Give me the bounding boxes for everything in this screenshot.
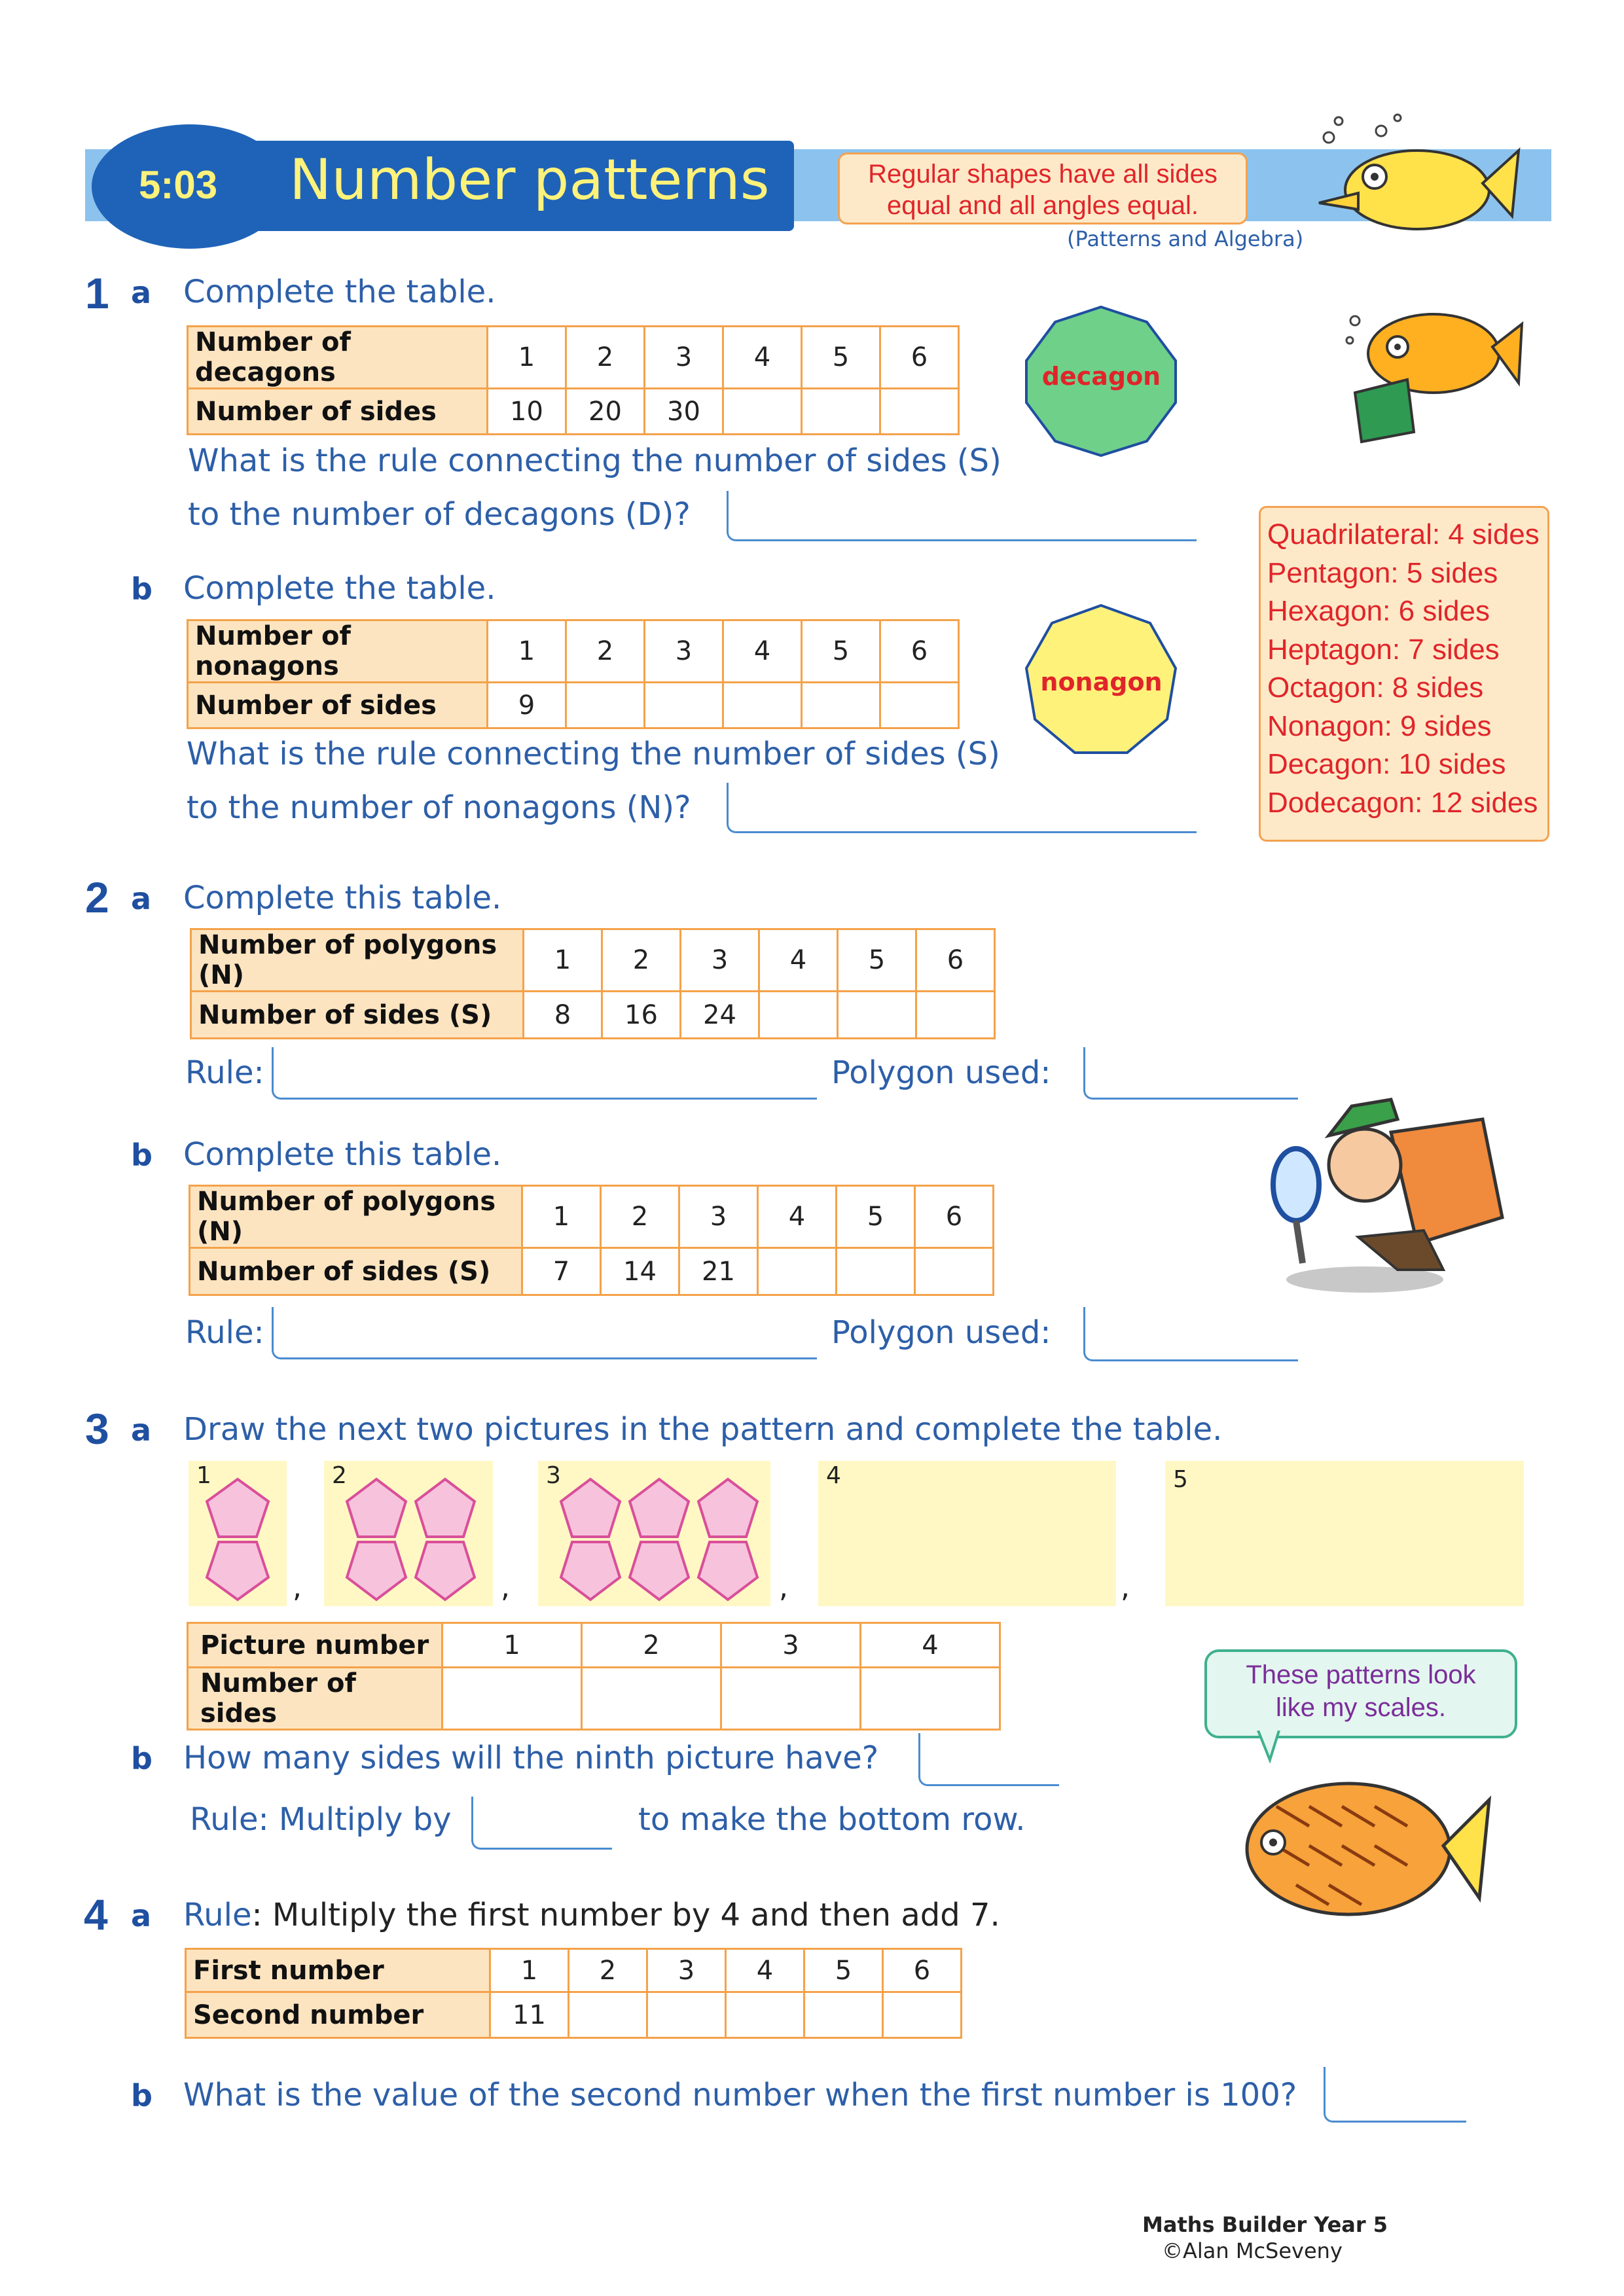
speech-bubble <box>1204 1649 1517 1738</box>
list-item: Pentagon: 5 sides <box>1267 556 1498 589</box>
polygon-label-2a: Polygon used: <box>831 1054 1051 1091</box>
table-cell: 14 <box>601 1248 679 1295</box>
speech-tail <box>1257 1731 1283 1763</box>
answer-box-4b[interactable] <box>1324 2067 1466 2123</box>
number-table-4a <box>185 1948 962 2039</box>
separator: , <box>1121 1571 1130 1604</box>
question-2b-instruction: Complete this table. <box>183 1136 502 1173</box>
nonagon-table <box>187 619 960 729</box>
table-cell: 1 <box>488 327 566 389</box>
rule-label-2b: Rule: <box>185 1314 264 1351</box>
polygon-sides-list <box>1259 506 1549 842</box>
table-input-cell[interactable] <box>802 683 880 728</box>
table-cell[interactable]: 30 <box>645 389 723 435</box>
table-cell: 24 <box>681 992 759 1039</box>
question-3a-instruction: Draw the next two pictures in the pattern and complete the table. <box>183 1411 1223 1448</box>
question-2a-letter: a <box>131 881 152 916</box>
table-row-label: Number of sides (S) <box>190 1248 522 1295</box>
table-cell: 3 <box>645 327 723 389</box>
table-cell: 2 <box>582 1623 721 1668</box>
table-cell: 5 <box>838 929 916 992</box>
table-input-cell[interactable] <box>916 992 995 1039</box>
rule-answer-2a[interactable] <box>272 1047 817 1100</box>
question-4a-letter: a <box>131 1898 152 1933</box>
list-item: Hexagon: 6 sides <box>1267 595 1490 627</box>
table-cell: 3 <box>645 620 723 683</box>
table-input-cell[interactable] <box>861 1668 1000 1730</box>
separator: , <box>501 1571 510 1604</box>
question-1a-instruction: Complete the table. <box>183 274 496 310</box>
table-row-label: Number of sides (S) <box>191 992 524 1039</box>
pentagon-pair-icon <box>202 1474 274 1605</box>
table-row-label: Number of polygons (N) <box>191 929 524 992</box>
table-input-cell[interactable] <box>582 1668 721 1730</box>
table-cell: 4 <box>759 929 838 992</box>
table-row-label: Second number <box>186 1992 490 2038</box>
picture-number: 5 <box>1173 1466 1188 1493</box>
rule-prefix-3b: Rule: Multiply by <box>190 1801 452 1838</box>
multiplier-answer-3b[interactable] <box>471 1797 612 1850</box>
separator: , <box>779 1571 788 1604</box>
table-row-label: Number of sides <box>188 683 488 728</box>
pattern-picture-3 <box>538 1461 770 1606</box>
table-row-label: Number of nonagons <box>188 620 488 683</box>
question-3a-letter: a <box>131 1412 152 1448</box>
table-input-cell[interactable] <box>838 992 916 1039</box>
rule-suffix-3b: to make the bottom row. <box>638 1801 1026 1838</box>
list-item: Heptagon: 7 sides <box>1267 633 1500 666</box>
table-row-label: Number of polygons (N) <box>190 1186 522 1248</box>
polygon-table-2b <box>189 1185 994 1296</box>
table-cell: 5 <box>802 327 880 389</box>
footer-author: ©Alan McSeveny <box>1162 2238 1343 2263</box>
question-4-number: 4 <box>84 1890 108 1939</box>
table-cell: 5 <box>837 1186 915 1248</box>
table-input-cell[interactable] <box>723 683 802 728</box>
rule-word: Rule <box>183 1897 252 1933</box>
strand-label: (Patterns and Algebra) <box>1067 226 1304 251</box>
question-1a-letter: a <box>131 275 152 310</box>
table-input-cell[interactable] <box>721 1668 861 1730</box>
question-2-number: 2 <box>85 873 109 922</box>
tip-box <box>838 152 1248 224</box>
picture-number: 4 <box>826 1462 841 1489</box>
list-item: Decagon: 10 sides <box>1267 748 1506 780</box>
detective-icon <box>1267 1073 1528 1296</box>
table-cell: 6 <box>880 620 959 683</box>
picture-number: 3 <box>546 1462 561 1489</box>
table-cell: 3 <box>681 929 759 992</box>
table-row-label: Picture number <box>188 1623 442 1668</box>
question-4b-letter: b <box>131 2078 153 2113</box>
pattern-picture-5-drawing-area[interactable] <box>1165 1461 1524 1606</box>
table-input-cell[interactable] <box>804 1992 883 2038</box>
question-1b-line1: What is the rule connecting the number of sides (S) <box>187 736 1000 772</box>
answer-box-1a[interactable] <box>727 491 1197 541</box>
question-3b-text: How many sides will the ninth picture have? <box>183 1740 879 1776</box>
table-input-cell[interactable] <box>726 1992 804 2038</box>
table-input-cell[interactable] <box>759 992 838 1039</box>
table-cell: 3 <box>679 1186 758 1248</box>
decagon-label: decagon <box>1041 362 1161 391</box>
table-row-label: First number <box>186 1949 490 1992</box>
table-cell: 4 <box>758 1186 837 1248</box>
scaly-fish-icon <box>1237 1767 1492 1931</box>
list-item: Dodecagon: 12 sides <box>1267 786 1538 819</box>
table-cell: 4 <box>723 620 802 683</box>
question-3-number: 3 <box>85 1405 109 1453</box>
pentagon-triples-icon <box>558 1474 764 1605</box>
table-cell: 21 <box>679 1248 758 1295</box>
speech-text: These patterns look like my scales. <box>1246 1660 1476 1722</box>
question-1a-line2: to the number of decagons (D)? <box>188 496 691 533</box>
pattern-picture-1 <box>189 1461 287 1606</box>
table-input-cell[interactable] <box>883 1992 962 2038</box>
table-cell: 3 <box>647 1949 726 1992</box>
question-4a-rule <box>183 1897 1000 1933</box>
table-row-label: Number of sides <box>188 389 488 435</box>
tip-text: Regular shapes have all sides equal and all angles equal. <box>868 160 1218 220</box>
list-item: Quadrilateral: 4 sides <box>1267 518 1540 550</box>
table-input-cell[interactable] <box>880 389 959 435</box>
table-cell: 11 <box>490 1992 569 2038</box>
table-row-label: Number of sides <box>188 1668 442 1730</box>
separator: , <box>293 1571 302 1604</box>
answer-box-3b[interactable] <box>918 1733 1059 1786</box>
question-1b-line2: to the number of nonagons (N)? <box>187 789 691 826</box>
table-cell: 2 <box>566 620 645 683</box>
table-cell: 10 <box>488 389 566 435</box>
table-cell: 2 <box>602 929 681 992</box>
polygon-label-2b: Polygon used: <box>831 1314 1051 1351</box>
table-cell: 4 <box>726 1949 804 1992</box>
question-1b-instruction: Complete the table. <box>183 570 496 607</box>
question-1-number: 1 <box>85 269 109 317</box>
rule-label-2a: Rule: <box>185 1054 264 1091</box>
polygon-answer-2b[interactable] <box>1083 1307 1298 1361</box>
picture-number: 1 <box>196 1462 211 1489</box>
footer-book: Maths Builder Year 5 <box>1142 2212 1388 2237</box>
table-input-cell[interactable] <box>645 683 723 728</box>
table-input-cell[interactable] <box>758 1248 837 1295</box>
table-cell: 1 <box>522 1186 601 1248</box>
table-cell: 4 <box>861 1623 1000 1668</box>
rule-text: : Multiply the first number by 4 and then add 7. <box>251 1897 1000 1933</box>
table-input-cell[interactable] <box>723 389 802 435</box>
table-cell: 1 <box>490 1949 569 1992</box>
table-cell: 6 <box>915 1186 994 1248</box>
table-cell: 2 <box>566 327 645 389</box>
question-2b-letter: b <box>131 1138 153 1173</box>
table-cell: 8 <box>524 992 602 1039</box>
picture-table <box>187 1622 1001 1731</box>
question-3b-letter: b <box>131 1741 153 1776</box>
table-cell: 6 <box>916 929 995 992</box>
table-input-cell[interactable] <box>647 1992 726 2038</box>
table-input-cell[interactable] <box>566 683 645 728</box>
section-code: 5:03 <box>139 163 218 207</box>
table-cell: 6 <box>880 327 959 389</box>
nonagon-label: nonagon <box>1040 668 1163 696</box>
picture-number: 2 <box>332 1462 347 1489</box>
table-cell: 2 <box>569 1949 647 1992</box>
table-input-cell[interactable] <box>802 389 880 435</box>
table-cell: 9 <box>488 683 566 728</box>
fish-reading-icon <box>1335 295 1525 445</box>
table-cell: 1 <box>524 929 602 992</box>
rule-answer-2b[interactable] <box>272 1307 817 1359</box>
fish-glasses-icon <box>1306 111 1522 255</box>
table-input-cell[interactable] <box>880 683 959 728</box>
table-cell: 5 <box>802 620 880 683</box>
question-1a-line1: What is the rule connecting the number of sides (S) <box>188 442 1001 479</box>
pentagon-pairs-icon <box>344 1474 481 1605</box>
table-cell: 20 <box>566 389 645 435</box>
table-cell: 5 <box>804 1949 883 1992</box>
table-input-cell[interactable] <box>837 1248 915 1295</box>
table-cell: 3 <box>721 1623 861 1668</box>
question-1b-letter: b <box>131 571 153 607</box>
page-title: Number patterns <box>289 147 770 213</box>
polygon-answer-2a[interactable] <box>1083 1047 1298 1100</box>
table-cell: 2 <box>601 1186 679 1248</box>
table-cell: 7 <box>522 1248 601 1295</box>
table-cell: 16 <box>602 992 681 1039</box>
list-item: Octagon: 8 sides <box>1267 672 1484 704</box>
table-cell: 4 <box>723 327 802 389</box>
table-input-cell[interactable] <box>442 1668 582 1730</box>
table-cell: 6 <box>883 1949 962 1992</box>
table-input-cell[interactable] <box>915 1248 994 1295</box>
pattern-picture-2 <box>324 1461 493 1606</box>
question-4b-text: What is the value of the second number when the first number is 100? <box>183 2077 1297 2113</box>
polygon-table-2a <box>190 928 996 1039</box>
question-2a-instruction: Complete this table. <box>183 880 502 916</box>
list-item: Nonagon: 9 sides <box>1267 709 1492 742</box>
pattern-picture-4-drawing-area[interactable] <box>818 1461 1116 1606</box>
table-cell: 1 <box>488 620 566 683</box>
answer-box-1b[interactable] <box>727 783 1197 833</box>
decagon-table <box>187 325 960 435</box>
table-cell: 1 <box>442 1623 582 1668</box>
table-input-cell[interactable] <box>569 1992 647 2038</box>
table-row-label: Number of decagons <box>188 327 488 389</box>
